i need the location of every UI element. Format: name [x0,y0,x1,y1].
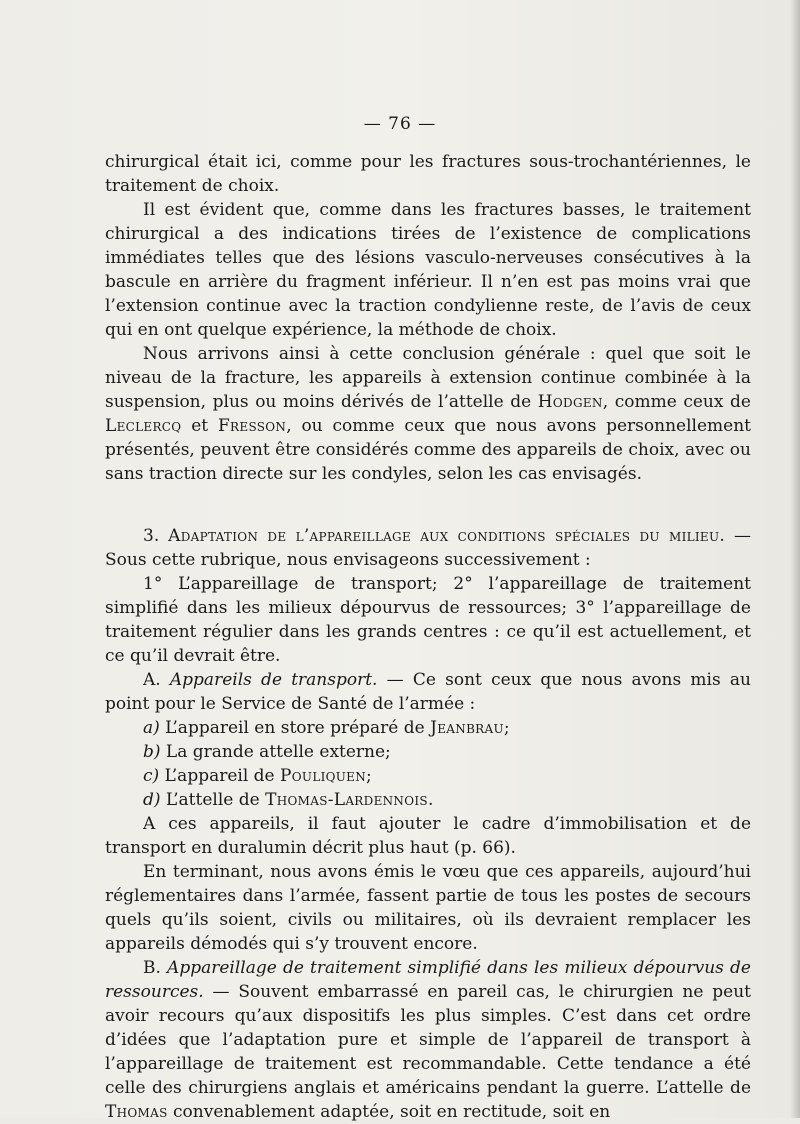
paragraph-2: Il est évident que, comme dans les fractures basses, le traitement chirurgical a des indications tirées de l’existence de complications immédiates telles que des lésions vasculo-nerveuses consécutives à la bascule en arrière du fragment inférieur. Il n’en est pas moins vrai que l’extension continue avec la traction condylienne reste, de l’avis de ceux qui en ont quelque expérience, la méthode de choix. [105,200,751,340]
subsection-a: A. Appareils de transport. — Ce sont ceux que nous avons mis au point pour le Service de Santé de l’armée : [105,670,751,714]
paragraph-1: chirurgical était ici, comme pour les fractures sous-trochantériennes, le traitement de choix. [105,152,751,196]
subsection-title: Appareillage de traitement simplifié dans les milieux dépourvus de ressources. [105,958,751,1002]
page-edge-shadow [790,0,800,1118]
list-item: b) La grande attelle externe; [143,742,391,762]
subsection-title: Appareils de transport. [169,670,378,690]
author-name: Leclercq [105,416,182,436]
list-item: c) L’appareil de Pouliquen; [143,766,372,786]
author-name: Thomas [105,1102,168,1122]
paragraph-8: En terminant, nous avons émis le vœu que ces appareils, aujourd’hui réglementaires dans l’armée, fassent partie de tous les postes de secours quels qu’ils soient, civils ou militaires, où ils devraient remplacer les appareils démodés qui s’y trouvent encore. [105,862,751,954]
list-item: d) L’attelle de Thomas-Lardennois. [143,790,434,810]
paragraph-3: Nous arrivons ainsi à cette conclusion générale : quel que soit le niveau de la fracture, les appareils à extension continue combinée à la suspension, plus ou moins dérivés de l’attelle de Hodgen, comme ceux de Leclercq et Fresson, ou comme ceux que nous avons personnellement présentés, peuvent être considérés comme des appareils de choix, avec ou sans traction directe sur les condyles, selon les cas envisagés. [105,344,751,484]
author-name: Fresson [217,416,287,436]
subsection-b: B. Appareillage de traitement simplifié dans les milieux dépourvus de ressources. — Souvent embarrassé en pareil cas, le chirurgien ne peut avoir recours qu’aux dispositifs les plus simples. C’est dans cet ordre d’idées que l’adaptation pure et simple de l’appareil de transport à l’appareillage de traitement est recommandable. Cette tendance a été celle des chirurgiens anglais et américains pendant la guerre. L’attelle de Thomas convenablement adaptée, soit en rectitude, soit en [105,958,751,1122]
body-text [105,150,751,1124]
author-name: Hodgen [537,392,603,412]
section-title: Adaptation de l’appareillage aux conditions spéciales du milieu. [168,526,726,546]
list-item: a) L’appareil en store préparé de Jeanbrau; [143,718,510,738]
page-number: — 76 — [363,114,437,134]
section-heading-3: 3. Adaptation de l’appareillage aux conditions spéciales du milieu. — Sous cette rubrique, nous envisageons successivement : [105,526,752,570]
paragraph-7: A ces appareils, il faut ajouter le cadre d’immobilisation et de transport en duralumin décrit plus haut (p. 66). [105,814,751,858]
paragraph-5: 1° L’appareillage de transport; 2° l’appareillage de traitement simplifié dans les milieux dépourvus de ressources; 3° l’appareillage de traitement régulier dans les grands centres : ce qu’il est actuellement, et ce qu’il devrait être. [105,574,751,666]
